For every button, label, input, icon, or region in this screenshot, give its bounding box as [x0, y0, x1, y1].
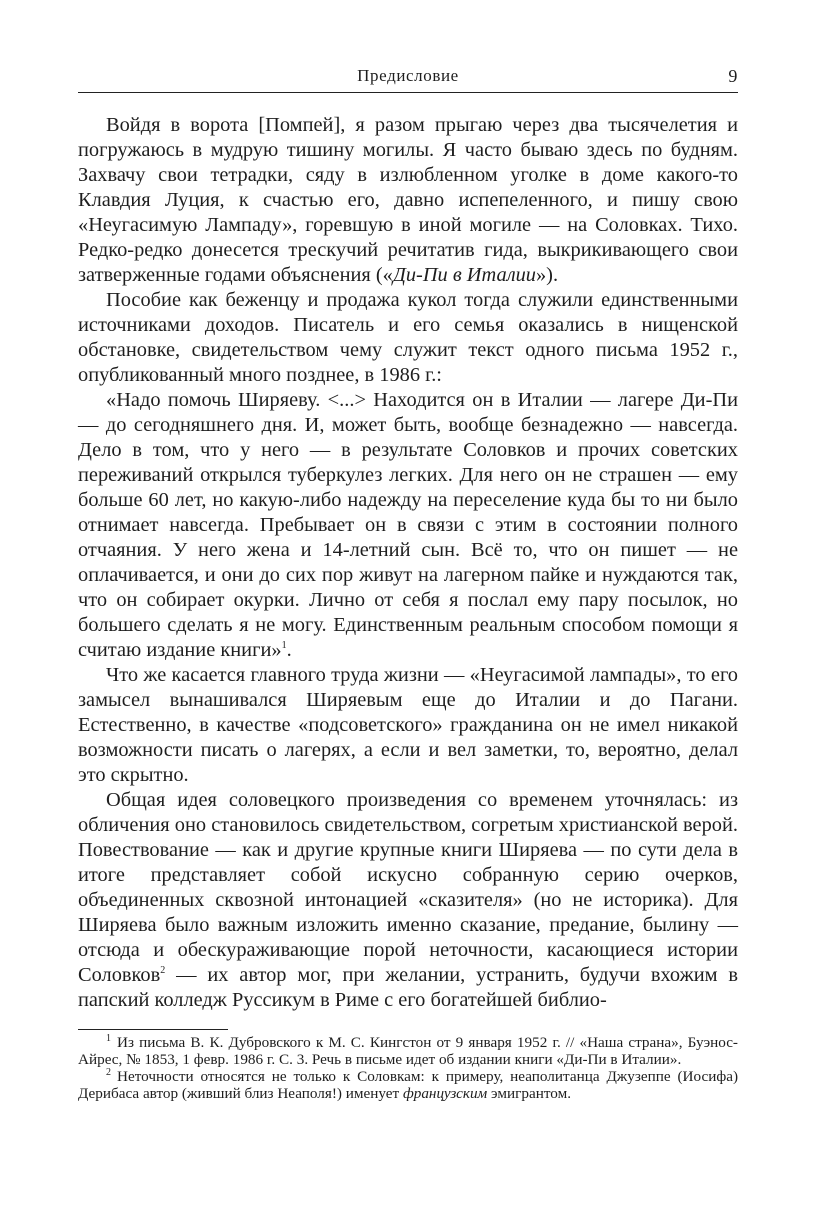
italic-book-title: Ди-Пи в Италии [392, 264, 536, 286]
footnote-1 [78, 1034, 738, 1068]
paragraph-1-text-a: Войдя в ворота [Помпей], я разом прыгаю через два тысячелетия и погружаюсь в мудрую тишину могилы. Я часто бываю здесь по будням. Захвачу свои тетрадки, сяду в излюбленном уголке в доме какого-то Клавдия Луция, к счастью его, давно испепеленного, и пишу свою «Неугасимую Лампаду», горевшую в иной могиле — на Соловках. Тихо. Редко-редко донесется трескучий речитатив гида, выкрикивающего свои затверженные годами объяснения (« [78, 114, 738, 286]
paragraph-4: Что же касается главного труда жизни — «Неугасимой лампады», то его замысел вынашивался Ширяевым еще до Италии и до Пагани. Естественно, в качестве «подсоветского» гражданина он не имел никакой возможности писать о лагерях, а если и вел заметки, то, вероятно, делал это скрытно. [78, 664, 738, 786]
page-number: 9 [728, 66, 738, 86]
footnote-2-mark: 2 [106, 1066, 111, 1078]
running-head [78, 58, 738, 93]
paragraph-2: Пособие как беженцу и продажа кукол тогда служили единственными источниками доходов. Писатель и его семья оказались в нищенской обстановке, свидетельством чему служит текст одного письма 1952 г., опубликованный много позднее, в 1986 г.: [78, 289, 738, 386]
paragraph-5-text-b: — их автор мог, при желании, устранить, будучи вхожим в папский колледж Руссикум в Риме с его богатейшей библио- [78, 964, 738, 1011]
quote-text: «Надо помочь Ширяеву. <...> Находится он в Италии — лагере Ди-Пи — до сегодняшнего дня. И, может быть, вообще безнадежно — навсегда. Дело в том, что у него — в результате Соловков и прочих советских переживаний открылся туберкулез легких. Для него он не страшен — ему больше 60 лет, но какую-либо надежду на переселение куда бы то ни было отнимает навсегда. Пребывает он в связи с этим в состоянии полного отчаяния. У него жена и 14-летний сын. Всё то, что он пишет — не оплачивается, и они до сих пор живут на лагерном пайке и нуждаются так, что он собирает окурки. Лично от себя я послал ему пару посылок, но большего сделать я не могу. Единственным реальным способом помощи я считаю издание книги» [78, 389, 738, 661]
footnote-ref-2: 2 [160, 965, 166, 977]
footnote-2-italic: французским [402, 1085, 488, 1102]
footnote-ref-1: 1 [281, 640, 287, 652]
footnote-separator [78, 1029, 228, 1030]
paragraph-1-text-b: »). [535, 264, 559, 286]
paragraph-5-text-a: Общая идея соловецкого произведения со временем уточнялась: из обличения оно становилось свидетельством, согретым христианской верой. Повествование — как и другие крупные книги Ширяева — по сути дела в итоге представляет собой искусно собранную серию очерков, объединенных сквозной интонацией «сказителя» (но не историка). Для Ширяева было важным изложить именно сказание, предание, былину — отсюда и обескураживающие порой неточности, касающиеся истории Соловков [78, 789, 738, 986]
footnotes [78, 1034, 738, 1102]
footnote-2 [78, 1068, 738, 1102]
book-page [78, 58, 738, 1102]
quote-end: . [286, 639, 292, 661]
footnote-2-text-b: эмигрантом. [487, 1085, 572, 1102]
footnote-1-mark: 1 [106, 1032, 111, 1044]
running-head-title: Предисловие [357, 66, 459, 85]
footnote-2-text-a: Неточности относятся не только к Соловкам: к примеру, неаполитанца Джузеппе (Иосифа) Дерибаса автор (живший близ Неаполя!) именует [78, 1068, 738, 1102]
footnote-1-text: Из письма В. К. Дубровского к М. С. Кингстон от 9 января 1952 г. // «Наша страна», Буэнос-Айрес, № 1853, 1 февр. 1986 г. С. 3. Речь в письме идет об издании книги «Ди-Пи в Италии». [78, 1034, 738, 1068]
paragraph-5 [78, 788, 738, 1013]
paragraph-3-quote [78, 388, 738, 663]
main-text [78, 113, 738, 1013]
paragraph-1 [78, 113, 738, 288]
